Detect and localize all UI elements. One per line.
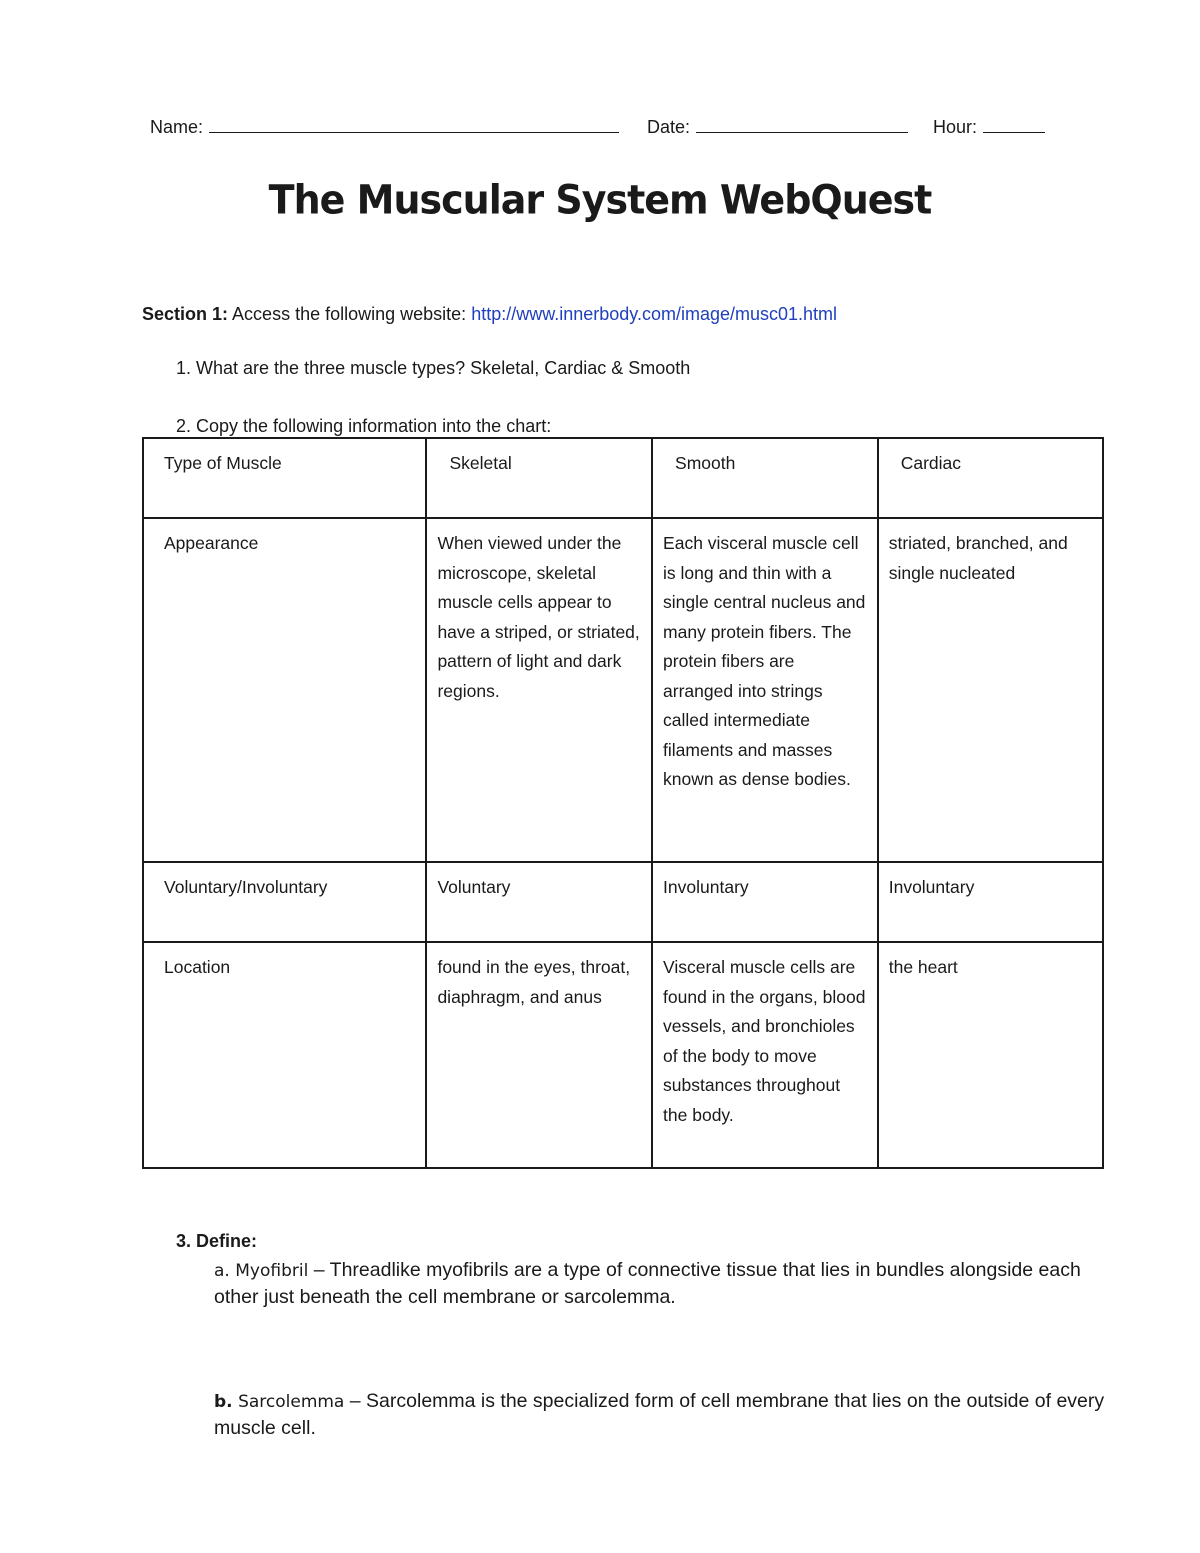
hour-blank[interactable] <box>983 114 1045 133</box>
question-1-answer: Skeletal, Cardiac & Smooth <box>470 358 691 378</box>
definition-letter: a. <box>214 1261 230 1281</box>
header-cell-smooth: Smooth <box>652 438 878 518</box>
definition-text: – Sarcolemma is the specialized form of cell membrane that lies on the outside of every muscle cell. <box>214 1390 1105 1439</box>
definition-sarcolemma <box>214 1388 1114 1441</box>
muscle-chart <box>142 437 1104 1169</box>
definition-term: Myofibril <box>235 1261 309 1281</box>
date-blank[interactable] <box>696 114 908 133</box>
definition-term: Sarcolemma <box>238 1392 345 1412</box>
table-row-appearance <box>143 518 1103 862</box>
cell-cardiac: striated, branched, and single nucleated <box>878 518 1103 862</box>
section-1-label: Section 1: <box>142 304 229 324</box>
section-1-text: Access the following website: <box>232 304 467 324</box>
question-3-label: 3. Define: <box>176 1231 258 1251</box>
cell-smooth: Involuntary <box>652 862 878 942</box>
name-label: Name: <box>150 117 204 137</box>
name-field <box>150 114 619 138</box>
cell-skeletal: found in the eyes, throat, diaphragm, and anus <box>426 942 652 1168</box>
header-cell-skeletal: Skeletal <box>426 438 652 518</box>
section-1 <box>142 304 837 325</box>
row-label: Appearance <box>143 518 426 862</box>
cell-cardiac: the heart <box>878 942 1103 1168</box>
date-field <box>647 114 908 138</box>
website-link[interactable]: http://www.innerbody.com/image/musc01.html <box>471 304 838 324</box>
date-label: Date: <box>647 117 691 137</box>
question-1-text: 1. What are the three muscle types? <box>176 358 466 378</box>
page-title: The Muscular System WebQuest <box>268 176 932 224</box>
cell-skeletal: Voluntary <box>426 862 652 942</box>
hour-label: Hour: <box>933 117 978 137</box>
table-row-location <box>143 942 1103 1168</box>
hour-field <box>933 114 1045 138</box>
definition-text: – Threadlike myofibrils are a type of connective tissue that lies in bundles alongside each other just beneath the cell membrane or sarcolemma. <box>214 1259 1081 1308</box>
definition-myofibril <box>214 1257 1114 1310</box>
cell-skeletal: When viewed under the microscope, skeletal muscle cells appear to have a striped, or striated, pattern of light and dark regions. <box>426 518 652 862</box>
row-label: Voluntary/Involuntary <box>143 862 426 942</box>
cell-smooth: Visceral muscle cells are found in the organs, blood vessels, and bronchioles of the body to move substances throughout the body. <box>652 942 878 1168</box>
header-cell-cardiac: Cardiac <box>878 438 1103 518</box>
row-label: Location <box>143 942 426 1168</box>
question-2: 2. Copy the following information into the chart: <box>176 416 552 436</box>
table-header-row <box>143 438 1103 518</box>
question-1 <box>176 358 690 379</box>
header-cell-type: Type of Muscle <box>143 438 426 518</box>
cell-cardiac: Involuntary <box>878 862 1103 942</box>
table-row-voluntary <box>143 862 1103 942</box>
name-blank[interactable] <box>209 114 619 133</box>
cell-smooth: Each visceral muscle cell is long and thin with a single central nucleus and many protein fibers. The protein fibers are arranged into strings called intermediate filaments and masses known as dense bodies. <box>652 518 878 862</box>
definition-letter: b. <box>214 1392 233 1412</box>
